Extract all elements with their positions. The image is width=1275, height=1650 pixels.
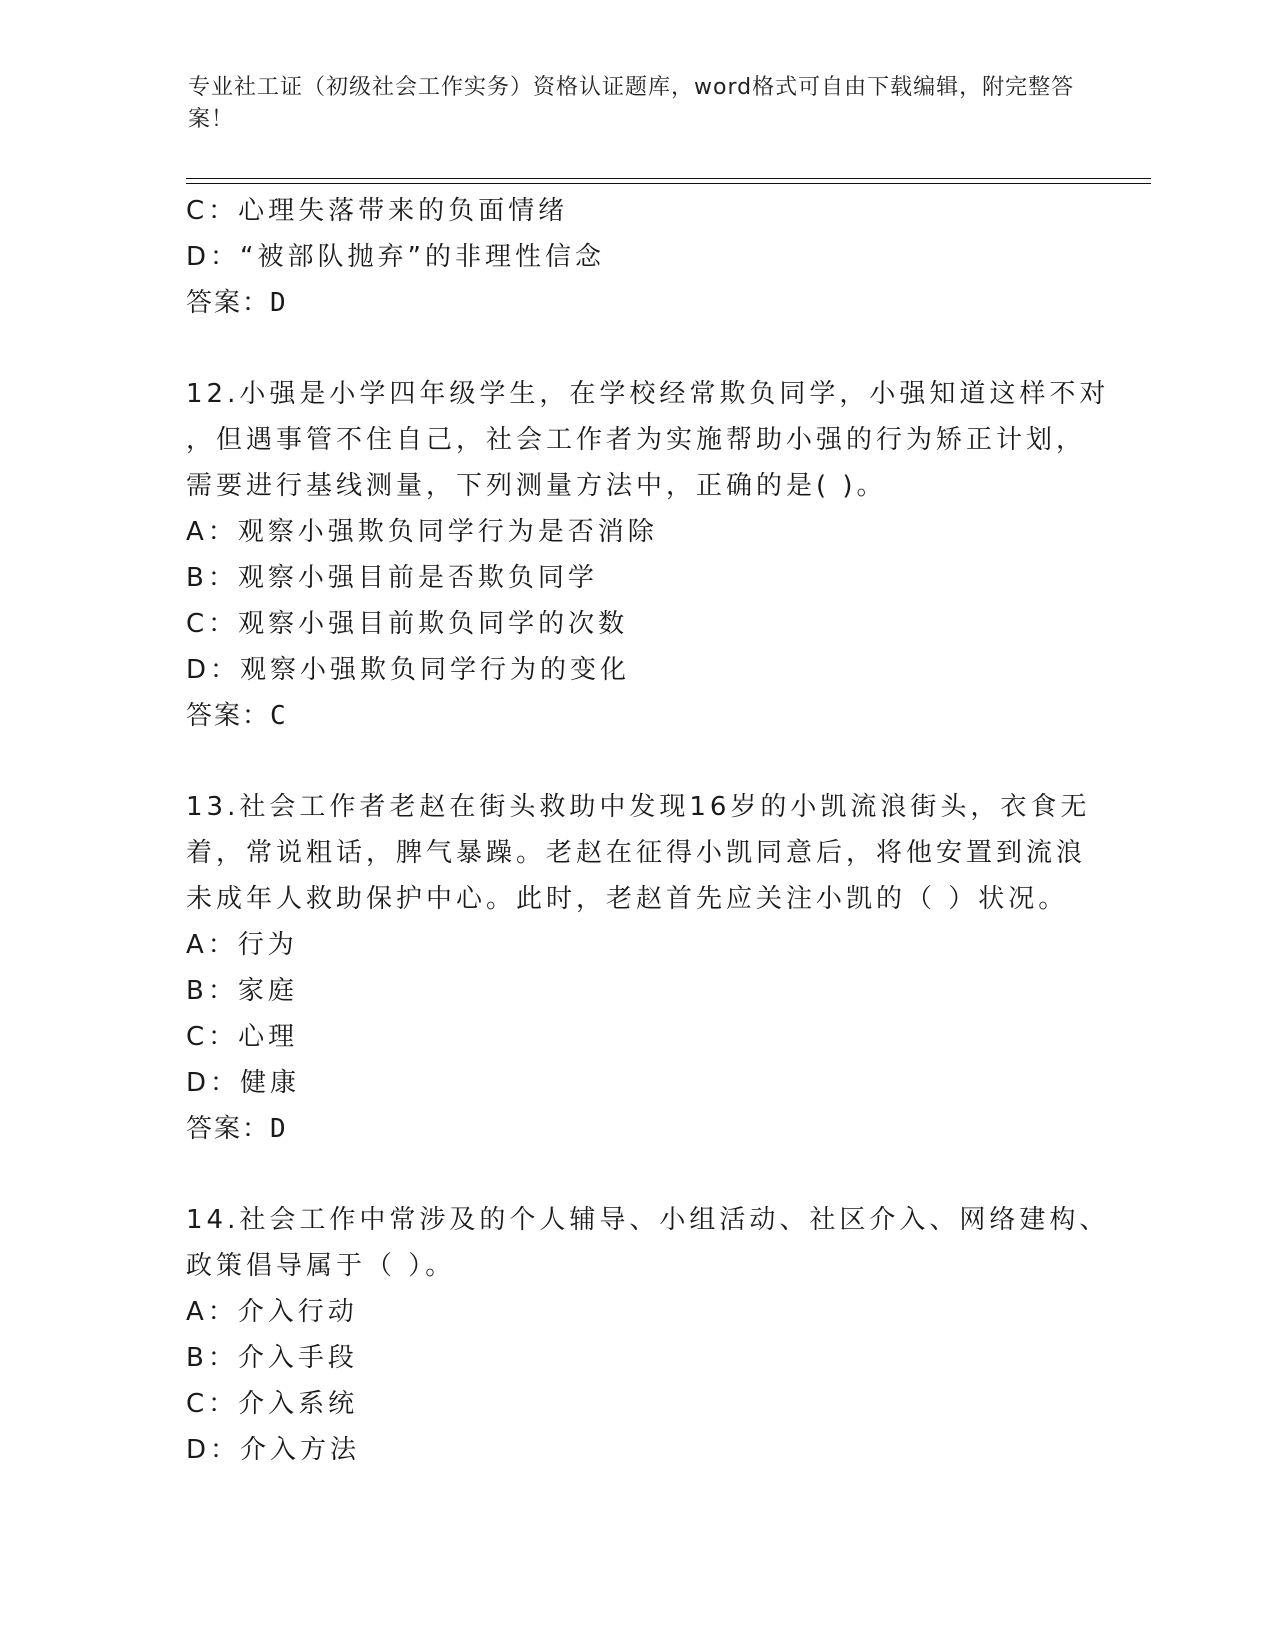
question-line: D：健康 — [186, 1068, 301, 1098]
question-line: 13.社会工作者老赵在街头救助中发现16岁的小凯流浪街头，衣食无 — [186, 792, 1091, 822]
question-line: D：介入方法 — [186, 1435, 361, 1465]
question-block — [186, 1197, 1110, 1473]
question-block — [186, 371, 1110, 739]
question-line: C：介入系统 — [186, 1389, 359, 1419]
page-header: 专业社工证（初级社会工作实务）资格认证题库，word格式可自由下载编辑，附完整答案！ — [188, 75, 1075, 132]
question-line: 14.社会工作中常涉及的个人辅导、小组活动、社区介入、网络建构、 — [186, 1205, 1110, 1235]
question-line: D：“被部队抛弃”的非理性信念 — [186, 242, 605, 272]
question-line: B：介入手段 — [186, 1343, 358, 1373]
answer-line: 答案：D — [186, 1114, 288, 1144]
block-spacer — [186, 739, 1086, 784]
question-line: B：家庭 — [186, 976, 298, 1006]
block-spacer — [186, 1152, 1086, 1197]
question-block — [186, 188, 1086, 326]
question-line: 着，常说粗话，脾气暴躁。老赵在征得小凯同意后，将他安置到流浪 — [186, 838, 1087, 868]
answer-line: 答案：D — [186, 288, 288, 318]
question-line: C：观察小强目前欺负同学的次数 — [186, 609, 629, 639]
question-block — [186, 784, 1091, 1152]
question-line: C：心理失落带来的负面情绪 — [186, 196, 569, 226]
question-line: A：观察小强欺负同学行为是否消除 — [186, 517, 658, 547]
question-line: 需要进行基线测量，下列测量方法中，正确的是( )。 — [186, 471, 887, 501]
question-line: A：行为 — [186, 930, 298, 960]
question-line: 未成年人救助保护中心。此时，老赵首先应关注小凯的（ ）状况。 — [186, 884, 1069, 914]
block-spacer — [186, 326, 1086, 371]
question-line: B：观察小强目前是否欺负同学 — [186, 563, 598, 593]
question-line: A：介入行动 — [186, 1297, 358, 1327]
question-line: 政策倡导属于（ ）。 — [186, 1251, 456, 1281]
question-line: D：观察小强欺负同学行为的变化 — [186, 655, 631, 685]
header-rule-top — [186, 178, 1151, 179]
answer-line: 答案：C — [186, 701, 288, 731]
question-line: ，但遇事管不住自己，社会工作者为实施帮助小强的行为矫正计划， — [186, 425, 1087, 455]
question-line: C：心理 — [186, 1022, 299, 1052]
question-line: 12.小强是小学四年级学生，在学校经常欺负同学，小强知道这样不对 — [186, 379, 1110, 409]
header-rule-bottom — [186, 183, 1151, 184]
question-list — [186, 188, 1110, 1473]
